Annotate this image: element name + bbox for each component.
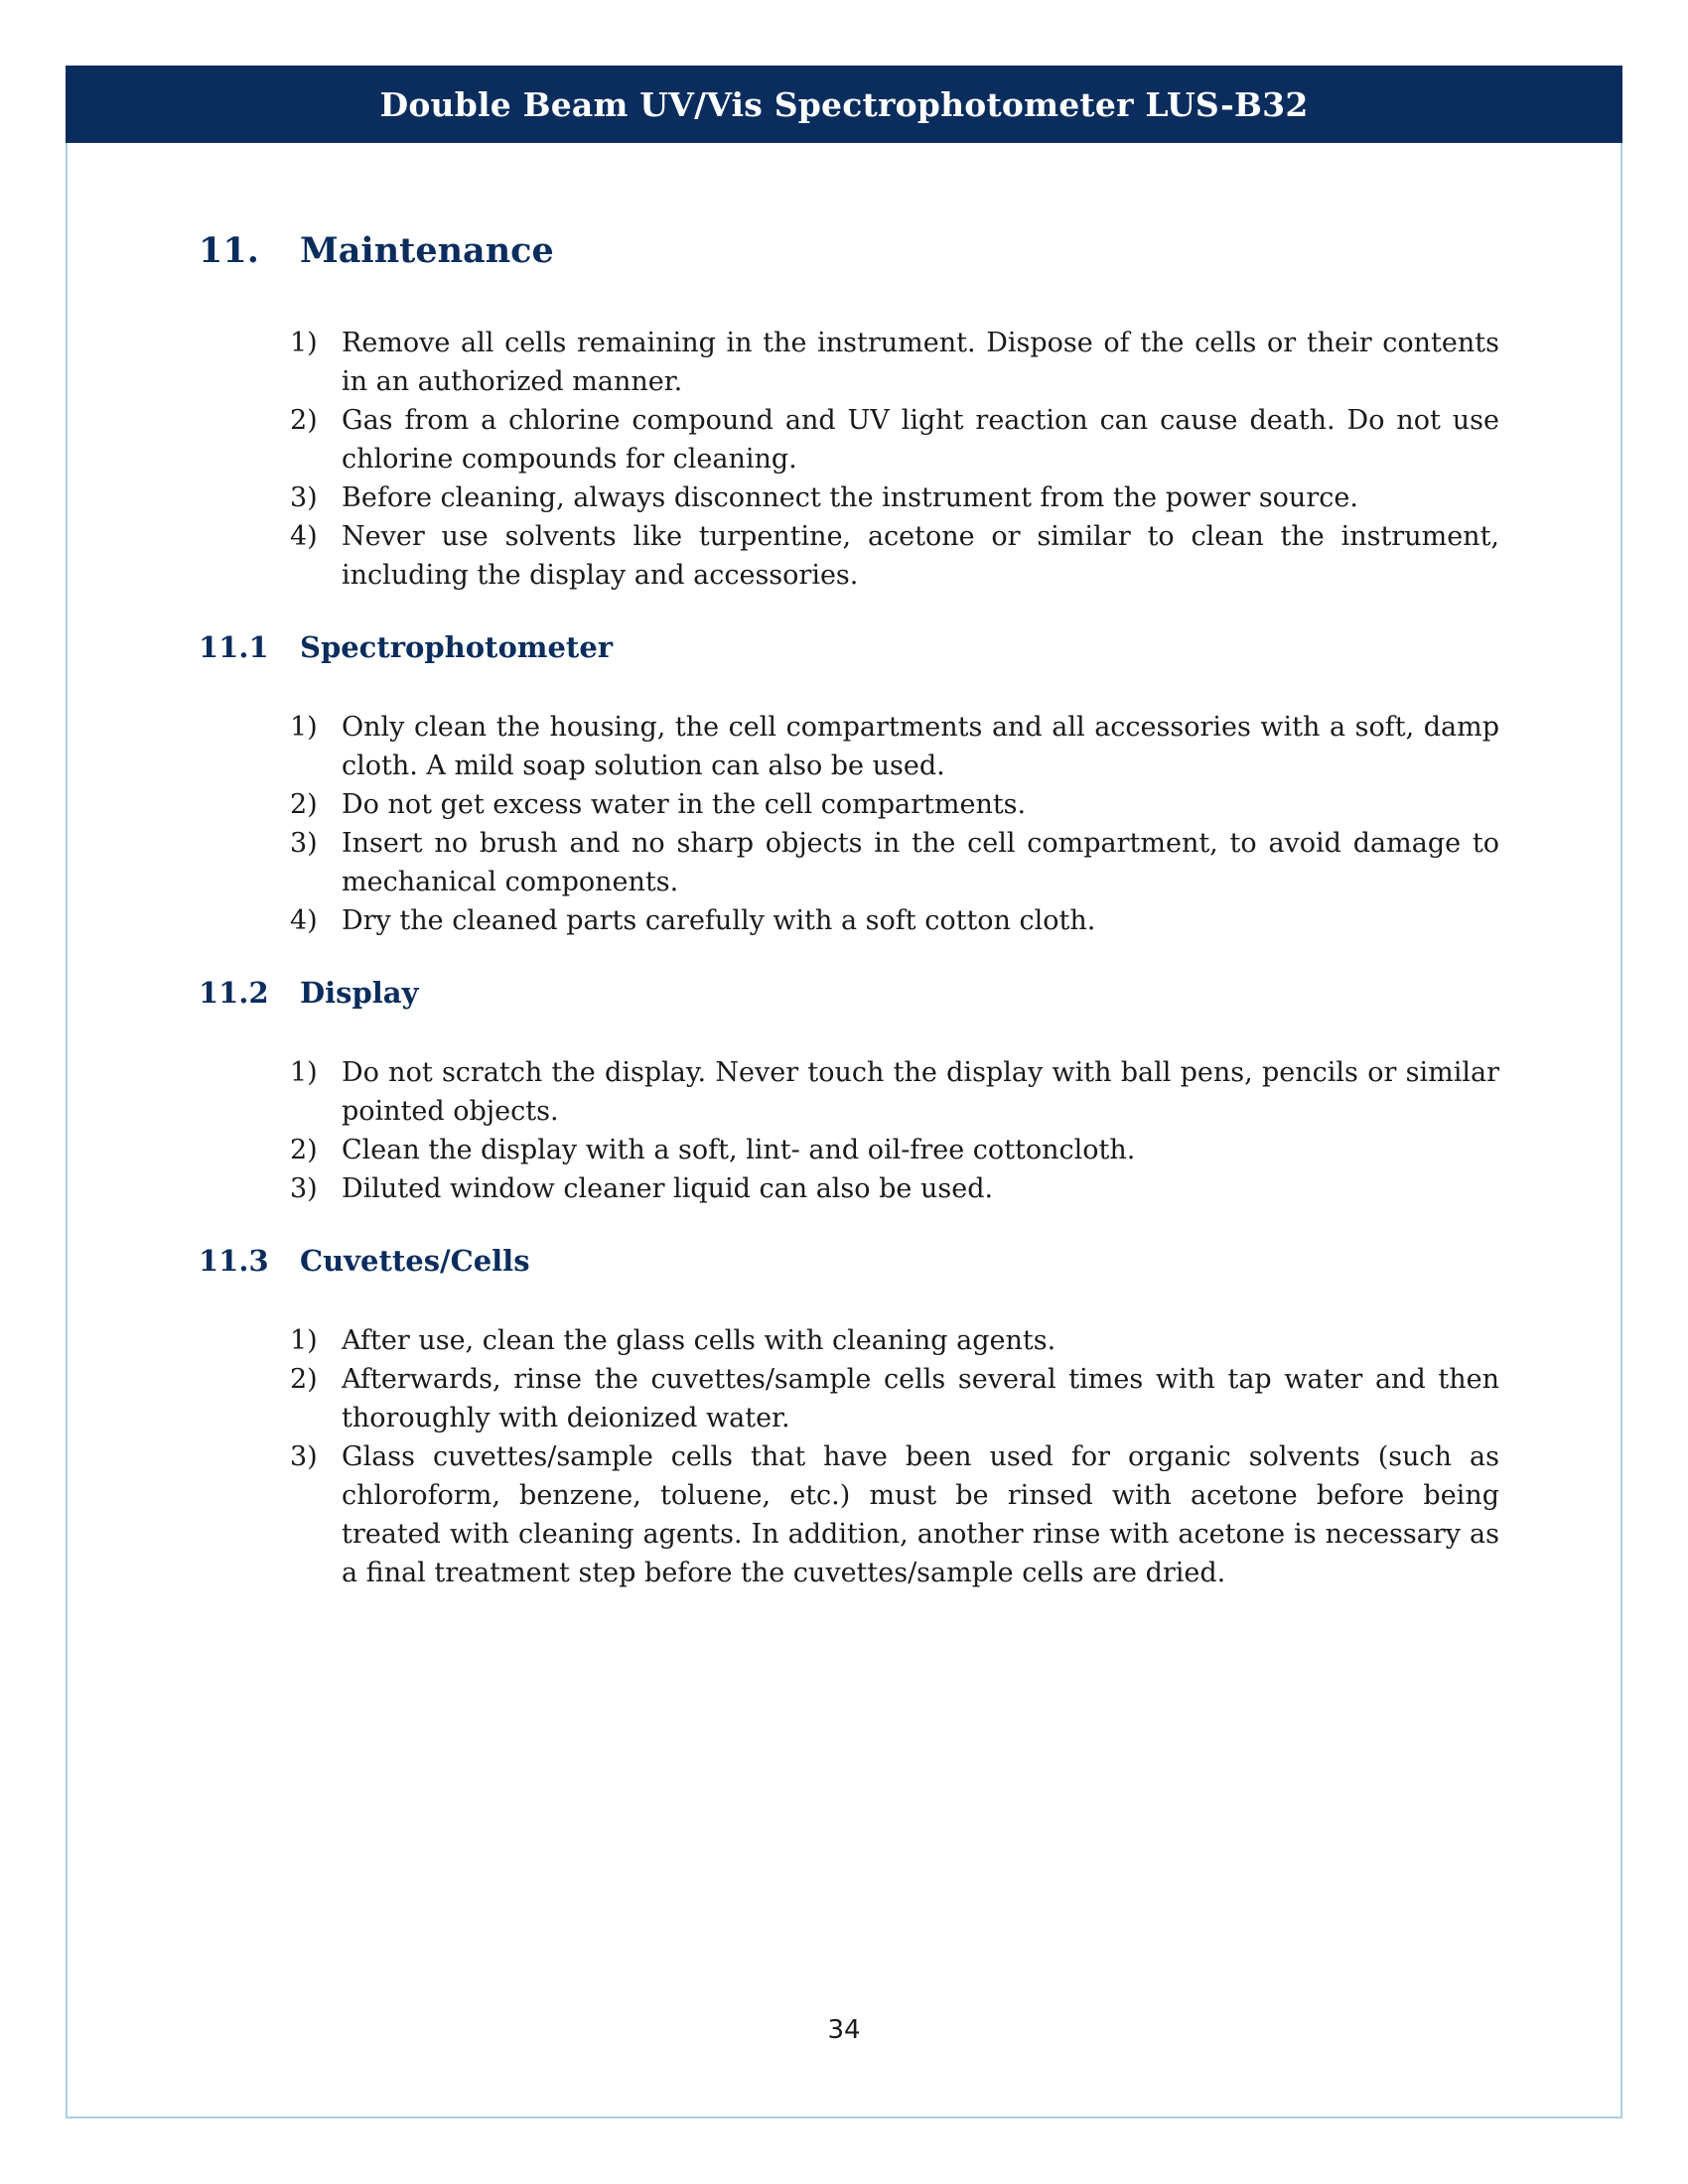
section-heading-spectrophotometer <box>199 630 1499 670</box>
list-item <box>290 785 1499 824</box>
display-list <box>199 1053 1499 1208</box>
list-item-text: Only clean the housing, the cell compartments and all accessories with a soft, damp cloth. A mild soap solution can also be used. <box>342 712 1499 781</box>
section-title: Cuvettes/Cells <box>300 1244 530 1278</box>
list-item-text: Clean the display with a soft, lint- and oil-free cottoncloth. <box>342 1135 1136 1165</box>
list-item-number: 4) <box>290 905 318 936</box>
list-item <box>290 324 1499 401</box>
list-item-text: Do not scratch the display. Never touch the display with ball pens, pencils or similar pointed objects. <box>342 1057 1499 1127</box>
list-item <box>290 401 1499 478</box>
section-heading-display <box>199 976 1499 1016</box>
list-item-number: 3) <box>290 1441 318 1472</box>
list-item-number: 1) <box>290 328 318 358</box>
list-item-number: 2) <box>290 1135 318 1165</box>
list-item <box>290 1360 1499 1437</box>
list-item-text: Before cleaning, always disconnect the instrument from the power source. <box>342 482 1358 513</box>
list-item <box>290 478 1499 517</box>
list-item-text: After use, clean the glass cells with cleaning agents. <box>342 1325 1056 1356</box>
section-heading-maintenance <box>199 230 1499 280</box>
section-title: Maintenance <box>300 230 554 271</box>
list-item-number: 3) <box>290 828 318 859</box>
list-item-text: Do not get excess water in the cell compartments. <box>342 789 1027 820</box>
section-number: 11. <box>199 230 259 271</box>
list-item <box>290 1053 1499 1131</box>
list-item <box>290 517 1499 595</box>
section-number: 11.1 <box>199 630 269 664</box>
document-title: Double Beam UV/Vis Spectrophotometer LUS-B32 <box>379 84 1309 124</box>
page-content <box>199 230 1499 1592</box>
list-item-number: 2) <box>290 405 318 436</box>
page-number: 34 <box>827 2015 861 2045</box>
list-item-text: Glass cuvettes/sample cells that have been used for organic solvents (such as chloroform, benzene, toluene, etc.) must be rinsed with acetone before being treated with cleaning agents. In addition, another rinse with acetone is necessary as a final treatment step before the cuvettes/sample cells are dried. <box>342 1441 1499 1588</box>
spectrophotometer-list <box>199 708 1499 940</box>
list-item-text: Never use solvents like turpentine, acetone or similar to clean the instrument, including the display and accessories. <box>342 521 1499 591</box>
list-item <box>290 708 1499 785</box>
list-item-text: Afterwards, rinse the cuvettes/sample cells several times with tap water and then thoroughly with deionized water. <box>342 1364 1499 1433</box>
list-item-text: Dry the cleaned parts carefully with a soft cotton cloth. <box>342 905 1096 936</box>
list-item-text: Gas from a chlorine compound and UV light reaction can cause death. Do not use chlorine compounds for cleaning. <box>342 405 1499 475</box>
list-item-text: Diluted window cleaner liquid can also be used. <box>342 1173 994 1204</box>
list-item <box>290 1131 1499 1169</box>
section-heading-cuvettes <box>199 1244 1499 1284</box>
list-item <box>290 1169 1499 1208</box>
list-item <box>290 1437 1499 1592</box>
section-title: Display <box>300 976 419 1010</box>
cuvettes-list <box>199 1321 1499 1592</box>
list-item-number: 1) <box>290 1057 318 1088</box>
maintenance-list <box>199 324 1499 595</box>
list-item-number: 2) <box>290 1364 318 1395</box>
list-item-number: 3) <box>290 1173 318 1204</box>
section-number: 11.3 <box>199 1244 269 1278</box>
list-item-number: 1) <box>290 1325 318 1356</box>
list-item <box>290 901 1499 940</box>
list-item-number: 1) <box>290 712 318 743</box>
list-item-number: 3) <box>290 482 318 513</box>
list-item-number: 4) <box>290 521 318 552</box>
header-bar <box>66 66 1622 143</box>
list-item-text: Remove all cells remaining in the instrument. Dispose of the cells or their contents in an authorized manner. <box>342 328 1499 397</box>
list-item <box>290 824 1499 901</box>
list-item-number: 2) <box>290 789 318 820</box>
list-item <box>290 1321 1499 1360</box>
section-number: 11.2 <box>199 976 269 1010</box>
section-title: Spectrophotometer <box>300 630 614 664</box>
list-item-text: Insert no brush and no sharp objects in the cell compartment, to avoid damage to mechanical components. <box>342 828 1499 897</box>
